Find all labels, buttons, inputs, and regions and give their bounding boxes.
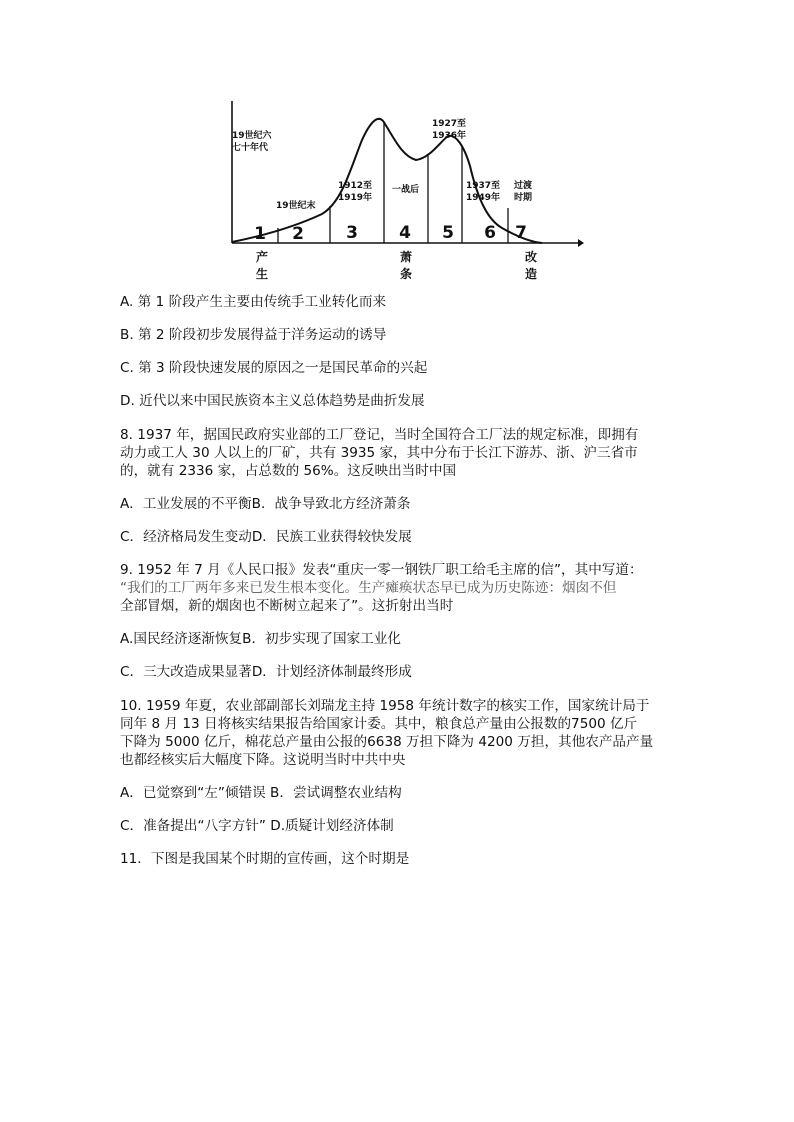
q7-option-d: D. 近代以来中国民族资本主义总体趋势是曲折发展 [120,393,425,409]
bottom-label-depression-2: 条 [399,267,413,281]
development-stages-diagram [222,96,584,286]
stage-number-1: 1 [254,224,266,244]
period-label-4: 一战后 [392,185,420,195]
q9-options-ab: A.国民经济逐渐恢复B．初步实现了国家工业化 [120,631,401,647]
q7-option-a: A. 第 1 阶段产生主要由传统手工业转化而来 [120,294,387,310]
q8-options-ab: A．工业发展的不平衡B．战争导致北方经济萧条 [120,496,411,512]
q10-stem-line-4: 也都经核实后大幅度下降。这说明当时中共中央 [120,752,406,768]
stage-number-5: 5 [442,223,454,243]
q7-option-c: C. 第 3 阶段快速发展的原因之一是国民革命的兴起 [120,360,428,376]
q9-quote-line: “我们的工厂两年多来已发生根本变化。生产瘫痪状态早已成为历史陈迹：烟囱不但 [120,580,617,596]
q7-option-b: B. 第 2 阶段初步发展得益于洋务运动的诱导 [120,327,387,343]
period-label-6b: 1949年 [466,193,501,203]
stage-number-2: 2 [292,224,304,244]
period-label-7a: 过渡 [514,181,533,191]
bottom-label-birth-2: 生 [255,267,269,281]
bottom-label-birth-1: 产 [255,250,269,264]
period-label-1a: 19世纪六 [232,131,272,141]
period-label-5b: 1936年 [432,131,467,141]
q10-options-cd: C．准备提出“八字方针” D.质疑计划经济体制 [120,818,394,834]
q8-stem-line-2: 动力或工人 30 人以上的厂矿，共有 3935 家，其中分布于长江下游苏、浙、沪三省市 [120,445,638,461]
stage-number-6: 6 [484,223,496,243]
q10-options-ab: A．已觉察到“左”倾错误 B．尝试调整农业结构 [120,785,402,801]
q10-stem-line-1: 10. 1959 年夏，农业部副部长刘瑞龙主持 1958 年统计数字的核实工作，国家统计局于 [120,698,650,714]
q9-options-cd: C．三大改造成果显著D．计划经济体制最终形成 [120,664,412,680]
bottom-label-depression-1: 萧 [399,250,413,264]
q10-stem-line-2: 同年 8 月 13 日将核实结果报告给国家计委。其中，粮食总产量由公报数的7500 亿斤 [120,716,638,732]
period-label-3b: 1919年 [338,193,373,203]
stage-number-7: 7 [515,223,527,243]
period-label-5a: 1927至 [432,119,467,129]
period-label-2: 19世纪末 [276,201,316,211]
q8-stem-line-3: 的，就有 2336 家，占总数的 56%。这反映出当时中国 [120,463,457,479]
q10-stem-line-3: 下降为 5000 亿斤，棉花总产量由公报的6638 万担下降为 4200 万担，其他农产品产量 [120,734,654,750]
q9-stem-line-1: 9. 1952 年 7 月《人民口报》发表“重庆一零一钢铁厂职工给毛主席的信”，其中写道： [120,562,643,578]
period-label-3a: 1912至 [338,181,373,191]
bottom-label-transformation-1: 改 [524,250,538,264]
stage-number-4: 4 [399,223,411,243]
q8-stem-line-1: 8. 1937 年，据国民政府实业部的工厂登记，当时全国符合工厂法的规定标准，即拥有 [120,427,639,443]
q8-options-cd: C．经济格局发生变动D．民族工业获得较快发展 [120,529,412,545]
stage-number-3: 3 [346,223,358,243]
period-label-6a: 1937至 [466,181,501,191]
period-label-1b: 七十年代 [232,143,269,153]
x-axis-arrow [578,239,584,247]
q11-stem: 11．下图是我国某个时期的宣传画，这个时期是 [120,851,410,867]
q9-stem-line-3: 全部冒烟，新的烟囱也不断树立起来了”。这折射出当时 [120,598,454,614]
bottom-label-transformation-2: 造 [524,267,538,281]
period-label-7b: 时期 [514,193,533,203]
